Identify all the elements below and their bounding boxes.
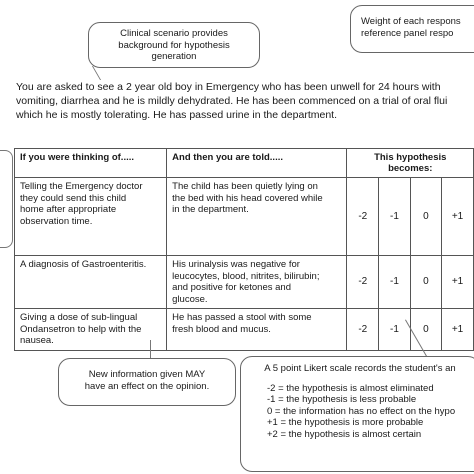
callout-line: background for hypothesis (118, 39, 230, 51)
likert-item: -2 = the hypothesis is almost eliminated (267, 382, 434, 394)
likert-item: -1 = the hypothesis is less probable (267, 394, 417, 405)
header-hypothesis-line: becomes: (388, 163, 433, 174)
callout-line: reference panel respo (361, 27, 454, 39)
told-cell (167, 178, 347, 256)
score-option[interactable]: -2 (347, 256, 379, 309)
cell-line: Ondansetron to help with the (20, 323, 142, 335)
thinking-cell (15, 178, 167, 256)
thinking-cell (15, 309, 167, 351)
callout-connector (150, 340, 152, 358)
likert-item: +1 = the hypothesis is more probable (267, 417, 424, 428)
cell-line: and positive for ketones and (172, 282, 291, 293)
told-cell (167, 309, 347, 351)
likert-item: +2 = the hypothesis is almost certain (267, 428, 422, 440)
score-option[interactable]: 0 (410, 309, 441, 351)
table-row (15, 309, 474, 351)
clinical-scenario-text (16, 80, 474, 122)
cell-line: The child has been quietly lying on (172, 181, 318, 192)
header-hypothesis-line: This hypothesis (374, 152, 447, 163)
score-option[interactable]: +1 (442, 178, 474, 256)
cell-line: glucose. (172, 293, 208, 305)
score-option[interactable]: -2 (347, 178, 379, 256)
callout-line: New information given MAY (88, 369, 206, 380)
score-option[interactable]: -1 (379, 256, 411, 309)
cell-line: in the department. (172, 204, 249, 215)
likert-item: 0 = the information has no effect on the hypo (267, 405, 456, 417)
cell-line: the bed with his head covered while (172, 192, 323, 204)
header-thinking: If you were thinking of..... (15, 149, 167, 178)
callout-line: Clinical scenario provides (120, 28, 228, 39)
told-cell (167, 256, 347, 309)
score-option[interactable]: +1 (442, 256, 474, 309)
cell-line: home after appropriate (20, 204, 117, 215)
scenario-line: which he is mostly tolerating. He has passed urine in the department. (16, 109, 338, 121)
clinical-scenario-callout (88, 22, 260, 68)
score-option[interactable]: 0 (410, 178, 441, 256)
cell-line: Telling the Emergency doctor (20, 181, 143, 192)
cell-line: A diagnosis of Gastroenteritis. (20, 259, 147, 270)
callout-line: generation (151, 51, 197, 62)
weight-callout (350, 5, 474, 53)
likert-title: A 5 point Likert scale records the student's an (264, 363, 456, 374)
left-bracket (0, 150, 13, 248)
cell-line: they could send this child (20, 192, 127, 204)
scenario-line: You are asked to see a 2 year old boy in Emergency who has been unwell for 24 hours with (16, 81, 441, 93)
score-option[interactable]: +1 (442, 309, 474, 351)
score-option[interactable]: -1 (379, 309, 411, 351)
header-hypothesis (347, 149, 474, 178)
scenario-line: vomiting, diarrhea and he is mildly dehydrated. He has been commenced on a trial of oral flui (16, 95, 448, 107)
callout-line: Weight of each respons (361, 16, 461, 27)
cell-line: fresh blood and mucus. (172, 323, 271, 335)
score-option[interactable]: -2 (347, 309, 379, 351)
cell-line: leucocytes, blood, nitrites, bilirubin; (172, 270, 320, 282)
cell-line: observation time. (20, 215, 93, 227)
callout-line: have an effect on the opinion. (84, 380, 210, 392)
header-told: And then you are told..... (167, 149, 347, 178)
table-row (15, 256, 474, 309)
new-info-callout (58, 358, 236, 406)
cell-line: He has passed a stool with some (172, 312, 312, 323)
thinking-cell (15, 256, 167, 309)
cell-line: Giving a dose of sub-lingual (20, 312, 138, 323)
table-row (15, 178, 474, 256)
score-option[interactable]: -1 (379, 178, 411, 256)
table-header-row (15, 149, 474, 178)
cell-line: nausea. (20, 335, 54, 346)
callout-pointer (92, 66, 115, 80)
score-option[interactable]: 0 (410, 256, 441, 309)
cell-line: His urinalysis was negative for (172, 259, 300, 270)
likert-scale-callout (240, 356, 474, 472)
